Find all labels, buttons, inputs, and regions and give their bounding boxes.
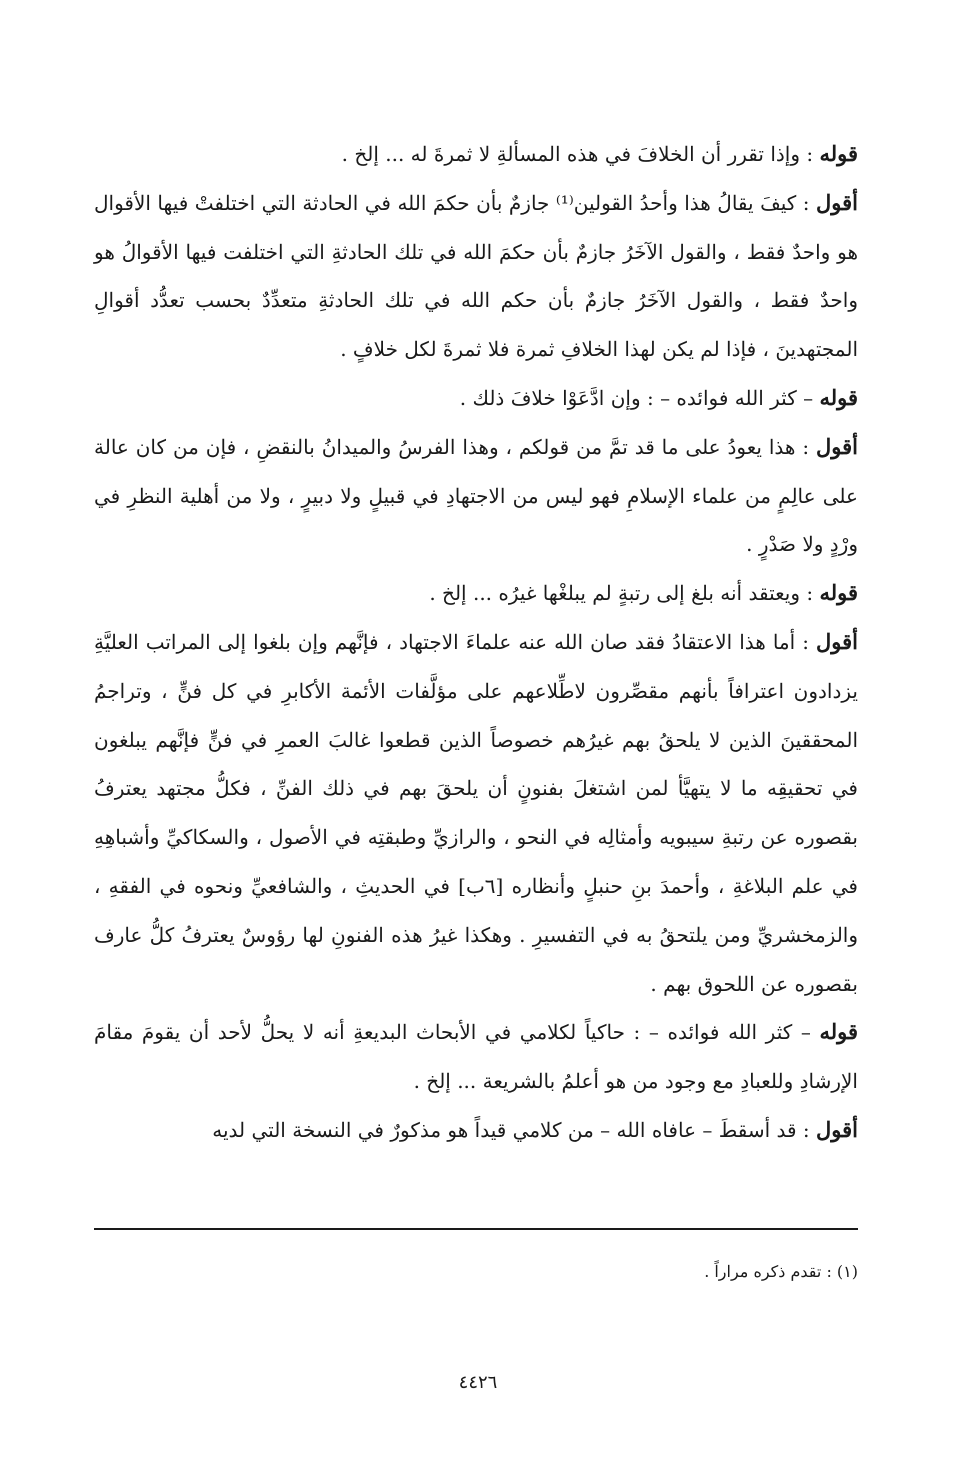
page-number: ٤٤٢٦ — [458, 1372, 498, 1393]
paragraph-text: : هذا يعودُ على ما قد تمَّ من قولكم ، وهذا الفرسُ والميدانُ بالنقضِ ، فإن من كان عالة على عالِمٍ من علماء الإسلامِ فهو ليس من الاجتهادِ في قبيلٍ ولا دبيرٍ ، ولا من أهلية النظرِ في ورْدٍ ولا صَدْرٍ . — [94, 434, 858, 557]
paragraph-qawluh-2 — [94, 374, 858, 423]
paragraph-keyword: قوله — [819, 141, 858, 166]
paragraph-text: – كثر الله فوائده – : وإن ادَّعَوْا خلافَ ذلك . — [459, 385, 820, 410]
paragraph-text: : كيفَ يقالُ هذا وأحدُ القولين⁽¹⁾ جازمٌ بأن حكمَ الله في الحادثة التي اختلفتْ فيها الأقوال هو واحدٌ فقط ، والقول الآخَرُ جازمٌ بأن حكمَ الله في تلك الحادثةِ التي اختلفت فيها الأقوالُ هو واحدٌ فقط ، والقول الآخَرُ جازمٌ بأن حكم الله في تلك الحادثةِ متعدِّدٌ بحسب تعدُّد أقوالِ المجتهدينَ ، فإذا لم يكن لهذا الخلافِ ثمرة فلا ثمرةَ لكل خلافٍ . — [94, 190, 858, 362]
paragraph-keyword: قوله — [819, 384, 858, 410]
paragraph-aqul-3 — [94, 618, 858, 1008]
paragraph-keyword: أقول — [816, 628, 858, 654]
paragraph-aqul-1 — [94, 179, 858, 374]
paragraph-qawluh-1 — [94, 130, 858, 179]
paragraph-keyword: أقول — [816, 433, 858, 459]
paragraph-aqul-4 — [94, 1106, 858, 1155]
paragraph-qawluh-4 — [94, 1008, 858, 1106]
paragraph-keyword: أقول — [816, 1116, 858, 1142]
main-text-block — [94, 130, 858, 1155]
paragraph-text: – كثر الله فوائده – : حاكياً لكلامي في الأبحاث البديعةِ أنه لا يحلُّ لأحد أن يقومَ مقامَ الإرشادِ وللعبادِ مع وجود من هو أعلمُ بالشريعة ... إلخ . — [94, 1020, 858, 1094]
paragraph-text: : قد أسقطَ – عافاه الله – من كلامي قيداً هو مذكورٌ في النسخة التي لديه — [212, 1117, 817, 1142]
paragraph-keyword: قوله — [819, 580, 858, 606]
footnote: (١) : تقدم ذكره مراراً . — [704, 1262, 858, 1281]
footnote-divider — [94, 1228, 858, 1230]
paragraph-keyword: قوله — [819, 1019, 858, 1045]
paragraph-text: : ويعتقد أنه بلغ إلى رتبةٍ لم يبلغْها غيرُه ... إلخ . — [429, 581, 820, 606]
paragraph-qawluh-3 — [94, 569, 858, 618]
paragraph-aqul-2 — [94, 423, 858, 569]
paragraph-text: : أما هذا الاعتقادُ فقد صان الله عنه علماءَ الاجتهاد ، فإنَّهم وإن بلغوا إلى المراتب العليَّةِ يزدادون اعترافاً بأنهم مقصِّرون لاطِّلاعهم على مؤلَّفات الأئمة الأكابرِ في كل فنٍّ ، وتراجمُ المحققينَ الذين لا يلحقُ بهم غيرُهم خصوصاً الذين قطعوا غالبَ العمرِ في فنٍّ فإنَّهم يبلغون في تحقيقِه ما لا يتهيَّأ لمن اشتغلَ بفنونٍ أن يلحقَ بهم في ذلك الفنِّ ، فكلُّ مجتهد يعترفُ بقصوره عن رتبةِ سيبويه وأمثالِه في النحو ، والرازيِّ وطبقتِه في الأصول ، والسكاكيِّ وأشباهِهِ في علم البلاغةِ ، وأحمدَ بنِ حنبلٍ وأنظاره [٦ب] في الحديثِ ، والشافعيِّ ونحوه في الفقهِ ، والزمخشريِّ ومن يلتحقُ به في التفسيرِ . وهكذا غيرُ هذه الفنونِ لها رؤوسٌ يعترفُ كلُّ عارف بقصوره عن اللحوق بهم . — [94, 629, 859, 996]
paragraph-text: : وإذا تقرر أن الخلافَ في هذه المسألةِ لا ثمرةَ له ... إلخ . — [341, 142, 820, 166]
paragraph-keyword: أقول — [816, 189, 858, 215]
